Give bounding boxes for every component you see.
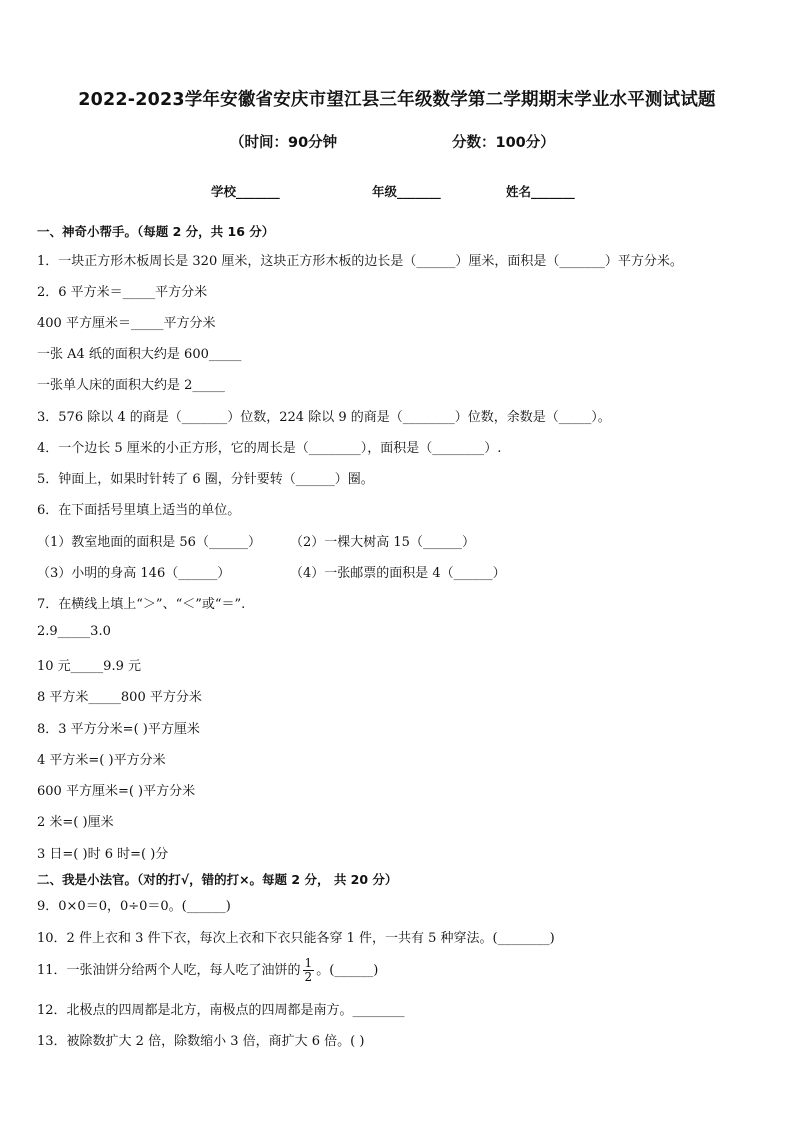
question-2b: 400 平方厘米＝_____平方分米: [37, 316, 216, 331]
question-10: 10．2 件上衣和 3 件下衣，每次上衣和下衣只能各穿 1 件，一共有 5 种穿法。(________): [37, 931, 555, 946]
question-8a: 8．3 平方分米=( )平方厘米: [37, 722, 200, 737]
exam-title: 2022-2023学年安徽省安庆市望江县三年级数学第二学期期末学业水平测试试题: [78, 90, 716, 110]
grade-field: 年级_______: [372, 184, 441, 199]
question-8c: 600 平方厘米=( )平方分米: [37, 784, 196, 799]
question-2d: 一张单人床的面积大约是 2_____: [37, 378, 225, 393]
question-11-answer: 。(______): [316, 963, 379, 978]
question-7c: 8 平方米_____800 平方分米: [37, 690, 202, 705]
total-score: 分数：100分）: [452, 135, 555, 151]
school-field: 学校_______: [211, 184, 280, 199]
question-2a: 2．6 平方米＝_____平方分米: [37, 285, 208, 300]
question-6-part-4: （4）一张邮票的面积是 4（______）: [290, 566, 506, 581]
question-6-part-1: （1）教室地面的面积是 56（______）: [37, 535, 261, 550]
section-2-heading: 二、我是小法官。（对的打√，错的打×。每题 2 分， 共 20 分）: [37, 872, 398, 887]
question-11-text: 11．一张油饼分给两个人吃，每人吃了油饼的: [37, 963, 301, 978]
question-8e: 3 日=( )时 6 时=( )分: [37, 847, 169, 862]
fraction-numerator: 1: [304, 956, 313, 970]
question-7: 7．在横线上填上“＞”、“＜”或“＝”.: [37, 597, 246, 612]
fraction-one-half: [303, 957, 315, 984]
question-8d: 2 米=( )厘米: [37, 815, 114, 830]
fraction-denominator: 2: [304, 970, 313, 984]
question-2c: 一张 A4 纸的面积大约是 600_____: [37, 347, 242, 362]
time-limit: （时间：90分钟: [230, 135, 338, 151]
question-8b: 4 平方米=( )平方分米: [37, 753, 166, 768]
question-6-part-3: （3）小明的身高 146（______）: [37, 566, 231, 581]
name-field: 姓名_______: [506, 184, 575, 199]
question-3: 3．576 除以 4 的商是（_______）位数，224 除以 9 的商是（________）位数，余数是（_____）。: [37, 410, 611, 425]
question-7a: 2.9_____3.0: [37, 624, 111, 639]
question-11: [37, 957, 378, 984]
question-7b: 10 元_____9.9 元: [37, 659, 141, 674]
question-1: 1．一块正方形木板周长是 320 厘米，这块正方形木板的边长是（______）厘米，面积是（_______）平方分米。: [37, 254, 683, 269]
question-9: 9．0×0＝0，0÷0＝0。(______): [37, 899, 231, 914]
question-6-part-2: （2）一棵大树高 15（______）: [290, 535, 475, 550]
question-6: 6．在下面括号里填上适当的单位。: [37, 503, 241, 518]
question-13: 13．被除数扩大 2 倍，除数缩小 3 倍，商扩大 6 倍。( ): [37, 1034, 365, 1049]
question-5: 5．钟面上，如果时针转了 6 圈，分针要转（______）圈。: [37, 472, 374, 487]
section-1-heading: 一、神奇小帮手。（每题 2 分，共 16 分）: [37, 224, 275, 239]
question-4: 4．一个边长 5 厘米的小正方形，它的周长是（________），面积是（________）.: [37, 441, 502, 456]
question-12: 12．北极点的四周都是北方，南极点的四周都是南方。________: [37, 1003, 405, 1018]
